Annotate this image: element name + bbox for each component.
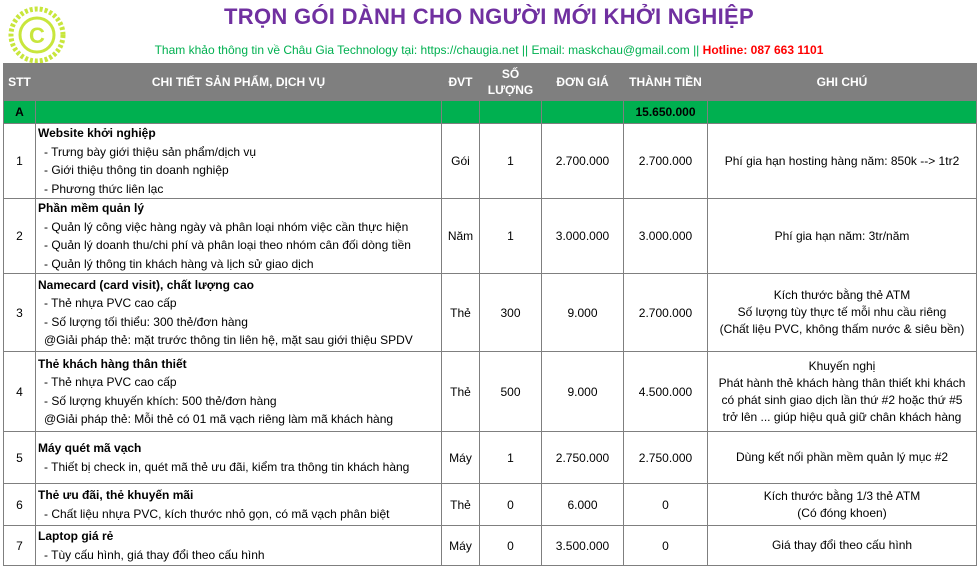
row-detail-line: - Quản lý thông tin khách hàng và lịch sử giao dịch [44,256,314,271]
row-total: 2.700.000 [624,274,708,352]
row-note-line: Khuyến nghị [808,358,876,373]
row-total: 2.700.000 [624,124,708,199]
row-note [708,274,977,352]
row-note-line: Phí gia hạn năm: 3tr/năm [774,228,910,243]
row-stt: 3 [4,274,36,352]
row-detail-line: - Chất liệu nhựa PVC, kích thước nhỏ gọn, có mã vạch phân biệt [44,506,390,521]
row-qty: 1 [480,432,542,484]
header-qty-line2: LƯỢNG [487,83,534,97]
section-cell [542,101,624,124]
row-qty: 1 [480,199,542,274]
row-qty: 0 [480,484,542,526]
row-stt: 4 [4,352,36,432]
row-unit: Máy [442,432,480,484]
section-cell [480,101,542,124]
row-total: 2.750.000 [624,432,708,484]
section-cell [442,101,480,124]
row-note-line: trở lên ... giúp hiệu quả giữ chân khách hàng [722,409,962,424]
header-unit: ĐVT [442,64,480,101]
row-unit: Năm [442,199,480,274]
row-note-line: Giá thay đổi theo cấu hình [771,538,913,552]
table-header-row [4,64,977,101]
header-note: GHI CHÚ [708,64,977,101]
header-total: THÀNH TIỀN [624,64,708,101]
row-total: 0 [624,526,708,566]
row-stt: 7 [4,526,36,566]
row-detail-line: - Quản lý doanh thu/chi phí và phân loại theo nhóm cân đối dòng tiền [44,238,411,252]
row-detail-line: - Thẻ nhựa PVC cao cấp [44,296,177,310]
row-price: 3.000.000 [542,199,624,274]
row-note [708,352,977,432]
row-detail-line: - Tùy cấu hình, giá thay đổi theo cấu hình [44,547,265,562]
table-row [4,199,977,274]
header-detail: CHI TIẾT SẢN PHẨM, DỊCH VỤ [36,64,442,101]
row-price: 3.500.000 [542,526,624,566]
row-stt: 6 [4,484,36,526]
row-detail-line: - Giới thiệu thông tin doanh nghiệp [44,163,229,177]
table-row [4,484,977,526]
row-detail-line: @Giải pháp thẻ: mặt trước thông tin liên hệ, mặt sau giới thiệu SPDV [44,333,413,347]
row-detail [36,526,442,566]
section-row [4,101,977,124]
row-note-line: Phí gia hạn hosting hàng năm: 850k --> 1tr2 [724,153,960,168]
row-detail-line: - Thẻ nhựa PVC cao cấp [44,375,177,389]
row-qty: 1 [480,124,542,199]
row-title: Namecard (card visit), chất lượng cao [38,277,254,292]
row-detail [36,484,442,526]
row-stt: 5 [4,432,36,484]
row-detail-line: - Số lượng khuyến khích: 500 thẻ/đơn hàng [44,393,277,408]
section-cell [708,101,977,124]
hotline: Hotline: 087 663 1101 [702,43,824,57]
row-note [708,526,977,566]
row-price: 2.700.000 [542,124,624,199]
row-detail [36,352,442,432]
section-total: 15.650.000 [624,101,708,124]
row-note [708,199,977,274]
table-row [4,124,977,199]
row-detail-line: - Trưng bày giới thiệu sản phẩm/dịch vụ [44,144,257,159]
header-stt: STT [4,64,36,101]
row-total: 0 [624,484,708,526]
row-note-line: (Có đóng khoen) [797,505,887,520]
row-detail [36,274,442,352]
row-title: Phần mềm quản lý [38,201,145,215]
row-title: Website khởi nghiệp [38,126,156,140]
logo-letter: C [29,23,45,48]
row-detail-line: @Giải pháp thẻ: Mỗi thẻ có 01 mã vạch riêng làm mã khách hàng [44,412,394,426]
row-stt: 2 [4,199,36,274]
row-note-line: có phát sinh giao dịch lần thứ #2 hoặc thứ #5 [721,392,963,407]
row-detail-line: - Số lượng tối thiểu: 300 thẻ/đơn hàng [44,314,248,329]
row-qty: 0 [480,526,542,566]
row-unit: Gói [442,124,480,199]
header-qty [480,64,542,101]
row-note [708,484,977,526]
table-row [4,432,977,484]
table-row [4,352,977,432]
row-qty: 300 [480,274,542,352]
row-note-line: Kích thước bằng thẻ ATM [773,288,911,302]
row-detail [36,432,442,484]
row-unit: Máy [442,526,480,566]
row-detail-line: - Thiết bị check in, quét mã thẻ ưu đãi, kiểm tra thông tin khách hàng [44,459,410,474]
row-detail [36,124,442,199]
row-total: 4.500.000 [624,352,708,432]
row-unit: Thẻ [442,274,480,352]
header-qty-line1: SỐ [501,67,520,81]
pricing-table [3,63,977,566]
row-price: 9.000 [542,274,624,352]
table-row [4,274,977,352]
subtitle [0,43,978,57]
row-title: Máy quét mã vạch [38,441,142,455]
section-stt: A [4,101,36,124]
row-total: 3.000.000 [624,199,708,274]
row-note-line: Kích thước bằng 1/3 thẻ ATM [763,488,921,503]
row-qty: 500 [480,352,542,432]
header-price: ĐƠN GIÁ [542,64,624,101]
row-note [708,124,977,199]
row-note [708,432,977,484]
row-detail-line: - Quản lý công việc hàng ngày và phân loại nhóm việc cần thực hiện [44,219,409,234]
row-note-line: Số lượng tùy thực tế mỗi nhu cầu riêng [737,305,947,319]
section-cell [36,101,442,124]
row-note-line: Phát hành thẻ khách hàng thân thiết khi khách [718,375,966,390]
row-title: Laptop giá rẻ [38,529,114,543]
row-unit: Thẻ [442,352,480,432]
table-row [4,526,977,566]
row-price: 9.000 [542,352,624,432]
row-price: 6.000 [542,484,624,526]
row-unit: Thẻ [442,484,480,526]
row-detail [36,199,442,274]
row-price: 2.750.000 [542,432,624,484]
subtitle-info: Tham khảo thông tin về Châu Gia Technology tại: https://chaugia.net || Email: maskchau@gmail.com || [154,43,700,57]
row-stt: 1 [4,124,36,199]
page-title: TRỌN GÓI DÀNH CHO NGƯỜI MỚI KHỞI NGHIỆP [224,4,754,29]
row-note-line: (Chất liệu PVC, không thấm nước & siêu bền) [719,322,965,336]
row-note-line: Dùng kết nối phần mềm quản lý mục #2 [735,450,949,464]
row-title: Thẻ ưu đãi, thẻ khuyến mãi [38,488,194,502]
row-title: Thẻ khách hàng thân thiết [38,356,187,371]
row-detail-line: - Phương thức liên lạc [44,181,164,196]
